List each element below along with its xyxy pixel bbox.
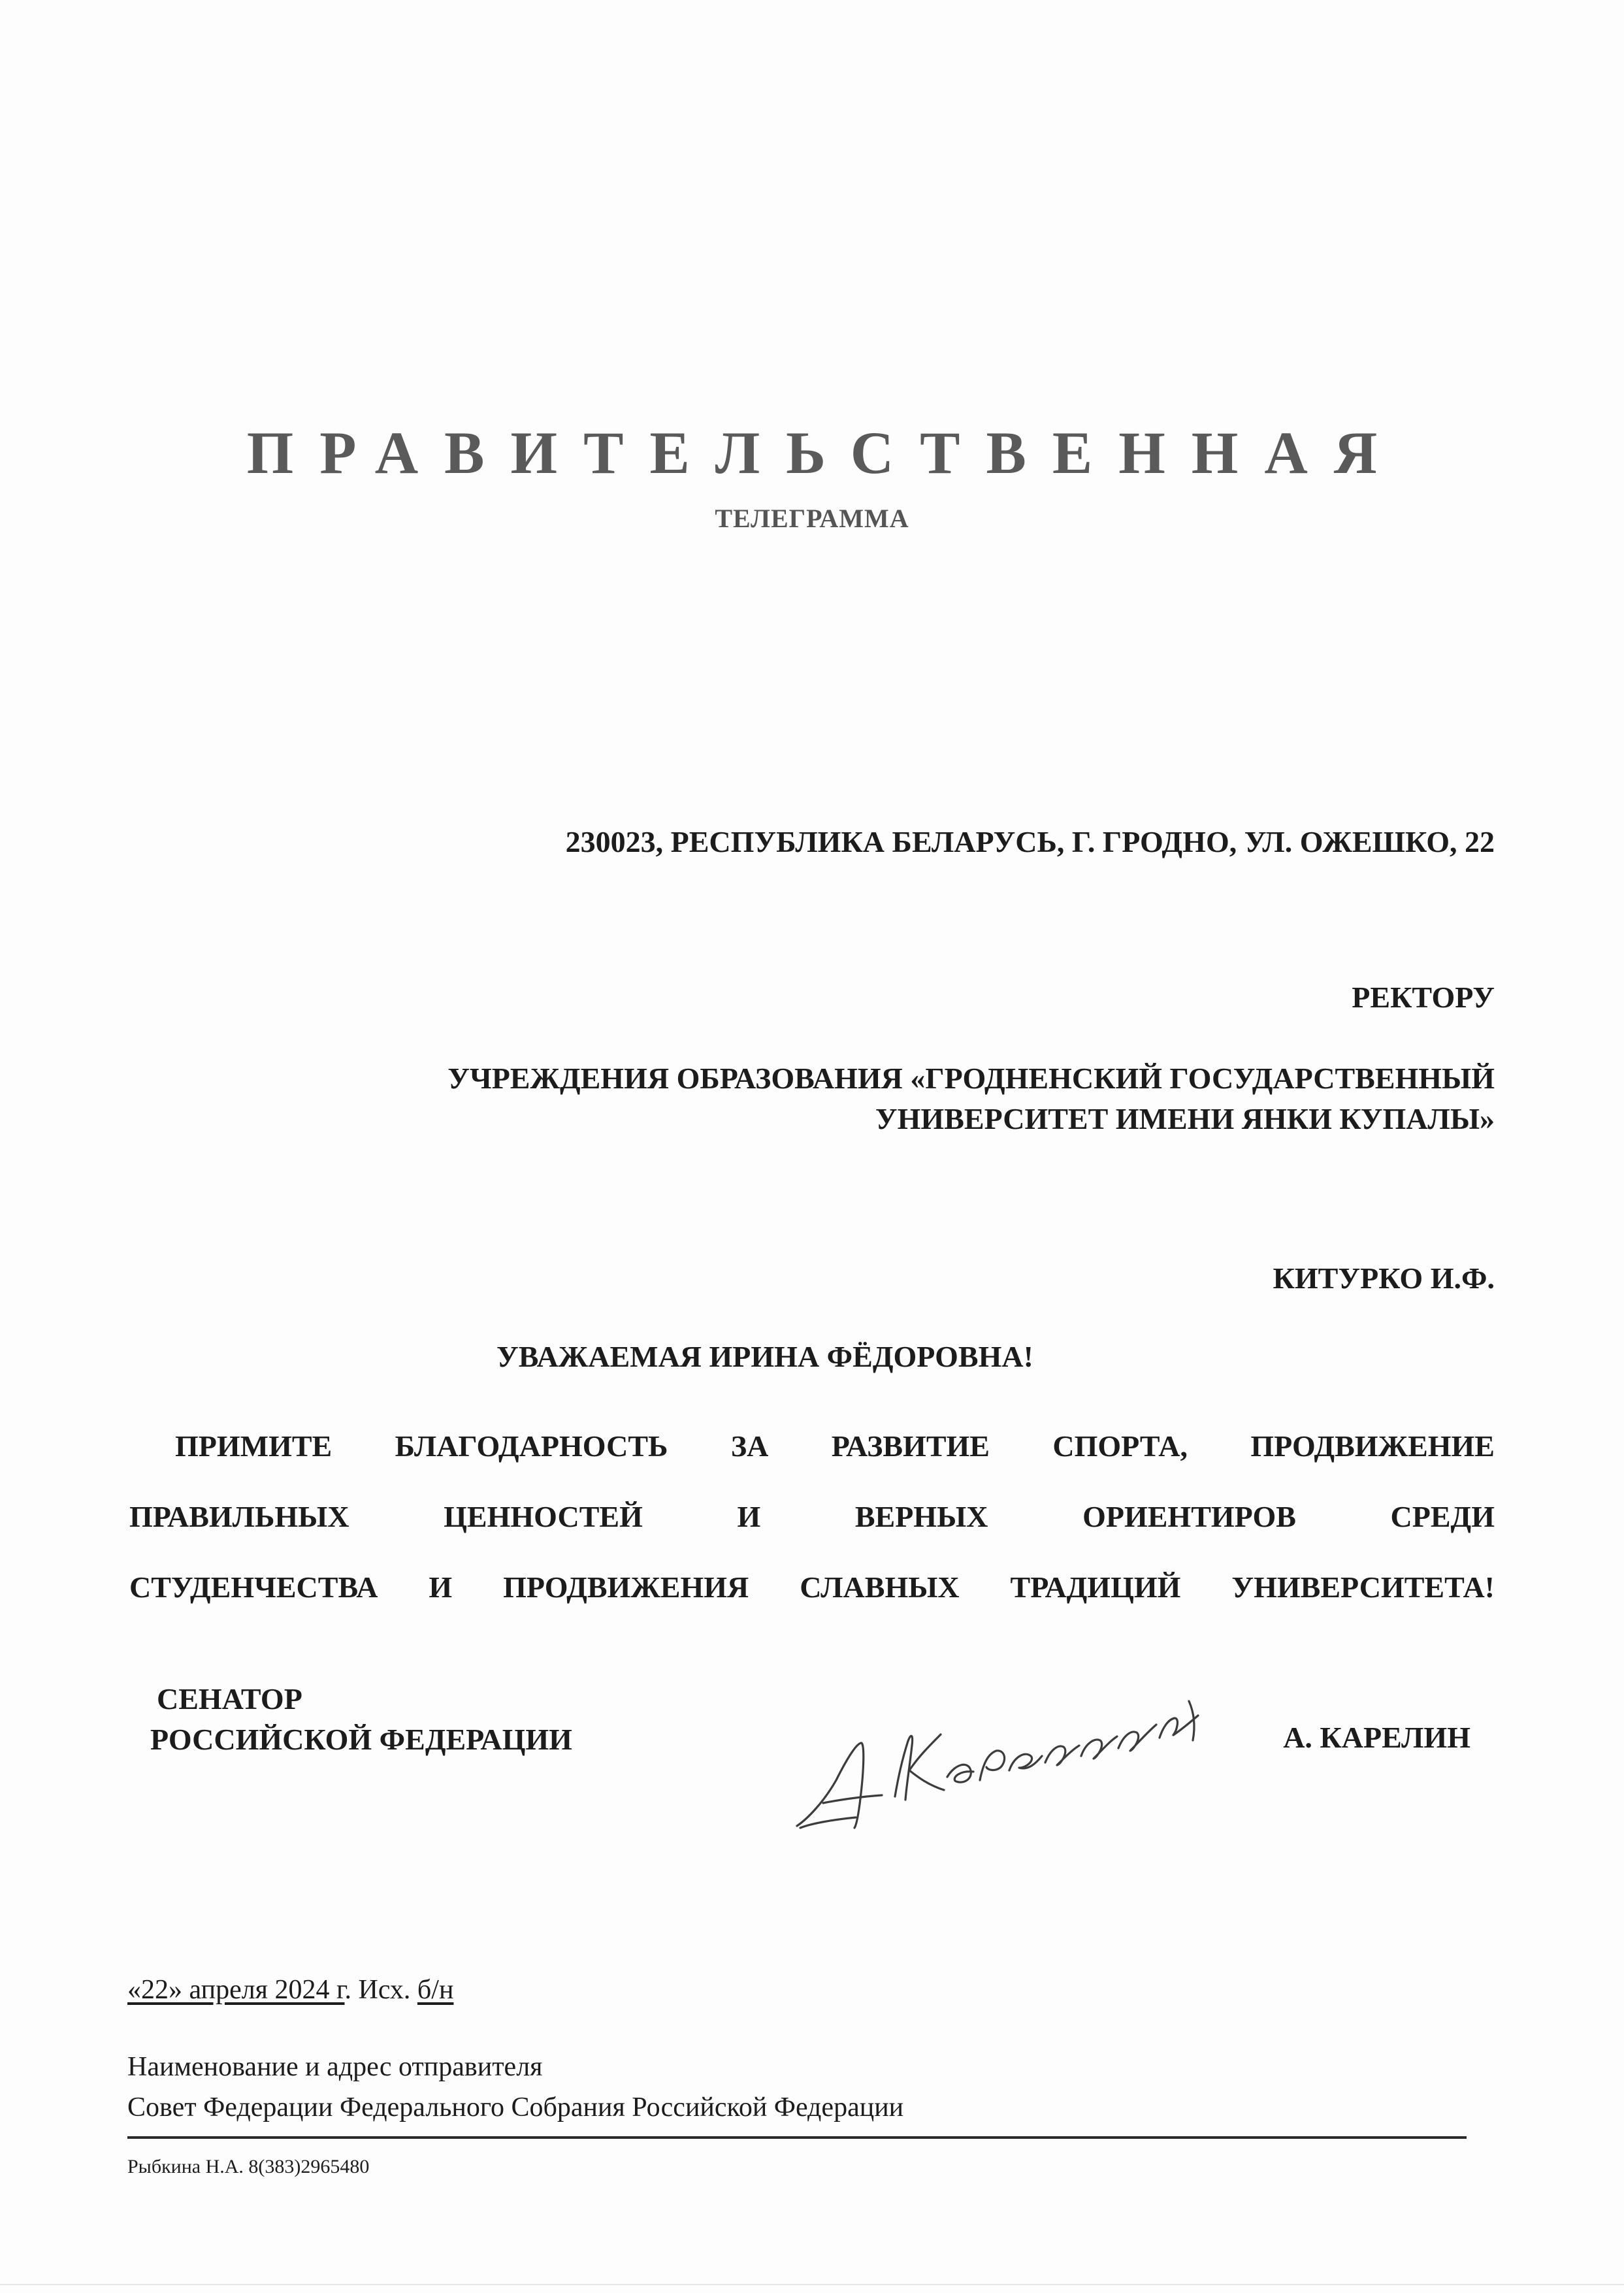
signer-name: А. КАРЕЛИН: [1283, 1721, 1470, 1754]
signer-title-line-1: СЕНАТОР: [157, 1682, 302, 1716]
page-edge-line: [0, 2284, 1624, 2285]
greeting: УВАЖАЕМАЯ ИРИНА ФЁДОРОВНА!: [496, 1340, 1033, 1373]
footer-divider: [127, 2136, 1467, 2139]
date-dot: .: [344, 1975, 351, 2005]
message-line: ПРАВИЛЬНЫХ ЦЕННОСТЕЙ И ВЕРНЫХ ОРИЕНТИРОВ СРЕДИ: [129, 1500, 1495, 1533]
recipient-position: РЕКТОРУ: [1352, 981, 1495, 1014]
signer-title: [150, 1679, 572, 1760]
reference-number: б/н: [417, 1975, 454, 2005]
sender-label: Наименование и адрес отправителя: [127, 2052, 543, 2082]
sender-name: Совет Федерации Федерального Собрания Российской Федерации: [127, 2092, 904, 2122]
document-date-reference: [127, 1974, 453, 2006]
reference-label: Исх.: [358, 1975, 411, 2005]
institution-line-1: УЧРЕЖДЕНИЯ ОБРАЗОВАНИЯ «ГРОДНЕНСКИЙ ГОСУДАРСТВЕННЫЙ: [447, 1062, 1495, 1095]
document-subtitle: ТЕЛЕГРАММА: [715, 504, 909, 533]
contact-info: Рыбкина Н.А. 8(383)2965480: [127, 2156, 370, 2177]
document-title: ПРАВИТЕЛЬСТВЕННАЯ: [246, 419, 1404, 486]
signer-title-line-2: РОССИЙСКОЙ ФЕДЕРАЦИИ: [150, 1723, 572, 1756]
document-date: «22» апреля 2024 г: [127, 1975, 345, 2005]
recipient-address: 230023, РЕСПУБЛИКА БЕЛАРУСЬ, Г. ГРОДНО, УЛ. ОЖЕШКО, 22: [565, 825, 1495, 858]
institution-line-2: УНИВЕРСИТЕТ ИМЕНИ ЯНКИ КУПАЛЫ»: [875, 1102, 1495, 1135]
recipient-name: КИТУРКО И.Ф.: [1273, 1261, 1495, 1295]
message-line: СТУДЕНЧЕСТВА И ПРОДВИЖЕНИЯ СЛАВНЫХ ТРАДИЦИЙ УНИВЕРСИТЕТА!: [129, 1570, 1495, 1604]
recipient-institution: [447, 1058, 1495, 1139]
handwritten-signature: [784, 1672, 1228, 1849]
message-line: ПРИМИТЕ БЛАГОДАРНОСТЬ ЗА РАЗВИТИЕ СПОРТА, ПРОДВИЖЕНИЕ: [175, 1429, 1495, 1463]
message-body: [129, 1411, 1495, 1623]
